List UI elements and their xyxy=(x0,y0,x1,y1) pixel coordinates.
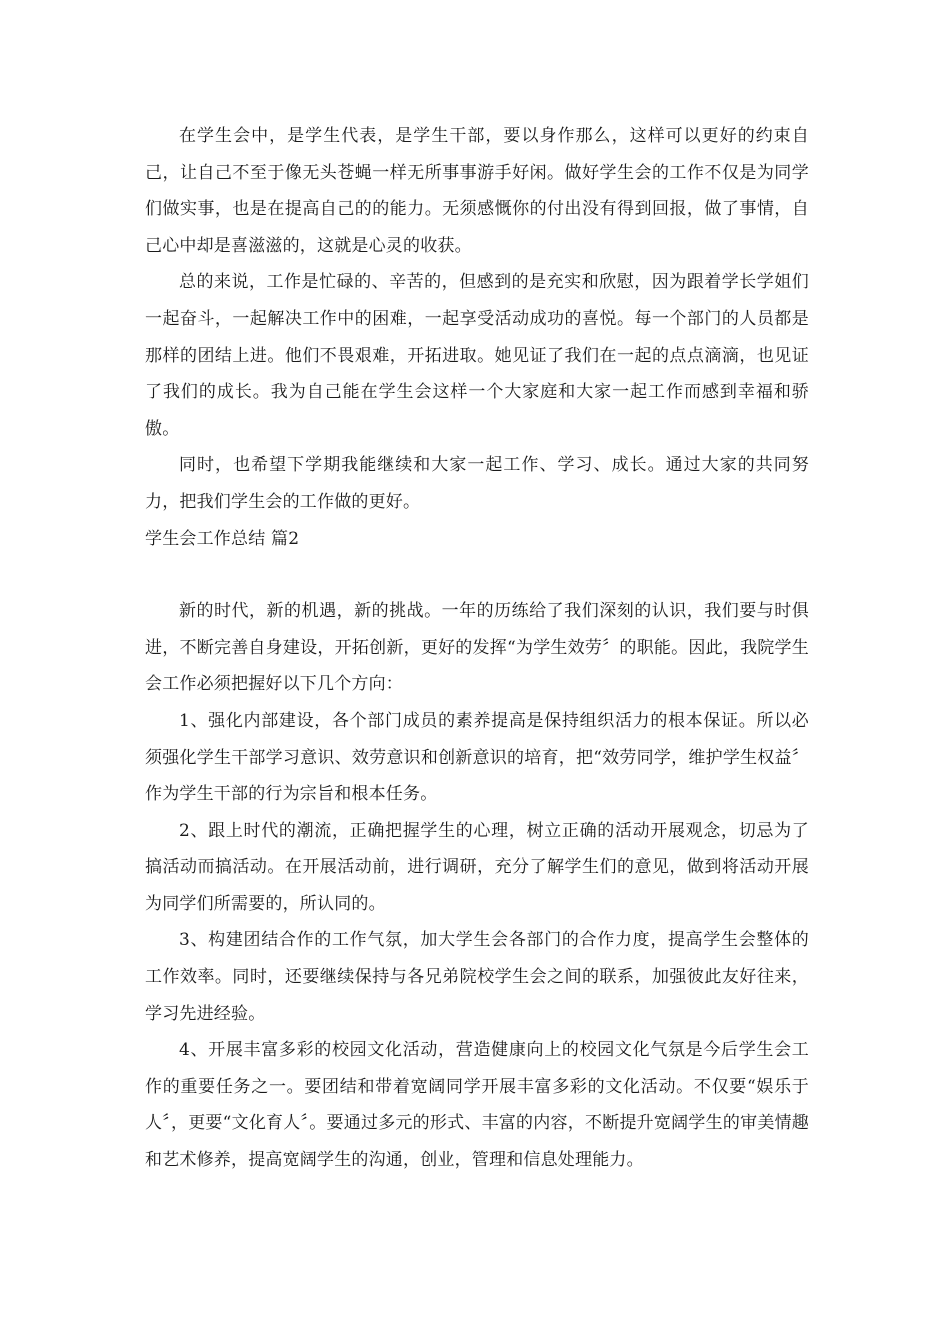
section-2 xyxy=(145,521,809,1179)
blank-line xyxy=(145,557,809,593)
paragraph: 4、开展丰富多彩的校园文化活动，营造健康向上的校园文化气氛是今后学生会工作的重要任务之一。要团结和带着宽阔同学开展丰富多彩的文化活动。不仅要“娱乐于人〞，更要“文化育人〞。要通过多元的形式、丰富的内容，不断提升宽阔学生的审美情趣和艺术修养，提高宽阔学生的沟通，创业，管理和信息处理能力。 xyxy=(145,1040,809,1171)
paragraph: 在学生会中，是学生代表，是学生干部，要以身作那么，这样可以更好的约束自己，让自己不至于像无头苍蝇一样无所事事游手好闲。做好学生会的工作不仅是为同学们做实事，也是在提高自己的的能力。无须感慨你的付出没有得到回报，做了事情，自己心中却是喜滋滋的，这就是心灵的收获。 xyxy=(145,126,809,256)
paragraph: 2、跟上时代的潮流，正确把握学生的心理，树立正确的活动开展观念，切忌为了搞活动而搞活动。在开展活动前，进行调研，充分了解学生们的意见，做到将活动开展为同学们所需要的，所认同的。 xyxy=(145,820,809,914)
paragraph: 总的来说，工作是忙碌的、辛苦的，但感到的是充实和欣慰，因为跟着学长学姐们一起奋斗，一起解决工作中的困难，一起享受活动成功的喜悦。每一个部门的人员都是那样的团结上进。他们不畏艰难，开拓进取。她见证了我们在一起的点点滴滴，也见证了我们的成长。我为自己能在学生会这样一个大家庭和大家一起工作而感到幸福和骄傲。 xyxy=(145,272,809,439)
paragraph: 3、构建团结合作的工作气氛，加大学生会各部门的合作力度，提高学生会整体的工作效率。同时，还要继续保持与各兄弟院校学生会之间的联系，加强彼此友好往来，学习先进经验。 xyxy=(145,930,809,1024)
paragraph: 同时，也希望下学期我能继续和大家一起工作、学习、成长。通过大家的共同努力，把我们学生会的工作做的更好。 xyxy=(145,455,809,512)
section-heading: 学生会工作总结 篇2 xyxy=(145,528,300,549)
section-1 xyxy=(145,118,809,521)
paragraph: 新的时代，新的机遇，新的挑战。一年的历练给了我们深刻的认识，我们要与时俱进，不断完善自身建设，开拓创新，更好的发挥“为学生效劳〞的职能。因此，我院学生会工作必须把握好以下几个方向： xyxy=(145,601,809,695)
document-page xyxy=(145,118,809,1179)
paragraph: 1、强化内部建设，各个部门成员的素养提高是保持组织活力的根本保证。所以必须强化学生干部学习意识、效劳意识和创新意识的培育，把“效劳同学，维护学生权益〞作为学生干部的行为宗旨和根本任务。 xyxy=(145,710,809,805)
